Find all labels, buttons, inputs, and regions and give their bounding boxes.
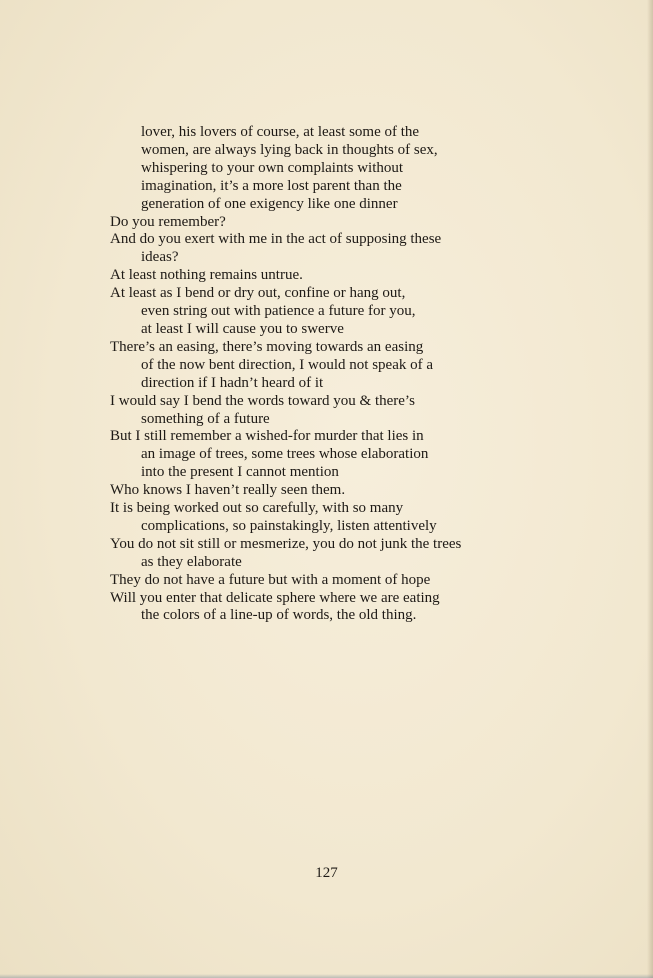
poem-text	[110, 124, 630, 625]
poem-line: There’s an easing, there’s moving towards an easing	[110, 338, 424, 355]
poem-line: at least I will cause you to swerve	[141, 320, 344, 337]
poem-line: complications, so painstakingly, listen attentively	[141, 517, 437, 534]
poem-line: imagination, it’s a more lost parent than the	[141, 177, 402, 194]
poem-line: Will you enter that delicate sphere where we are eating	[110, 589, 440, 606]
poem-line: women, are always lying back in thoughts of sex,	[141, 141, 438, 158]
poem-line: direction if I hadn’t heard of it	[141, 374, 324, 391]
poem-line: of the now bent direction, I would not speak of a	[141, 356, 434, 373]
page-edge-shadow	[647, 0, 653, 978]
poem-line: They do not have a future but with a moment of hope	[110, 571, 431, 588]
poem-line: something of a future	[141, 410, 270, 427]
poem-line: At least nothing remains untrue.	[110, 267, 303, 284]
poem-line: the colors of a line-up of words, the old thing.	[141, 607, 417, 624]
poem-line: But I still remember a wished-for murder that lies in	[110, 428, 424, 445]
poem-line: into the present I cannot mention	[141, 464, 339, 481]
poem-line: lover, his lovers of course, at least some of the	[141, 124, 420, 140]
poem-line: At least as I bend or dry out, confine or hang out,	[110, 285, 406, 302]
poem-line: even string out with patience a future for you,	[141, 303, 416, 320]
poem-line: Who knows I haven’t really seen them.	[110, 482, 346, 499]
poem-line: Do you remember?	[110, 213, 226, 230]
poem-line: whispering to your own complaints without	[141, 159, 404, 176]
poem-line: ideas?	[141, 249, 179, 266]
poem-line: You do not sit still or mesmerize, you do not junk the trees	[110, 535, 462, 552]
page-bottom-edge	[0, 974, 653, 978]
poem-line: It is being worked out so carefully, with so many	[110, 500, 404, 517]
poem-line: generation of one exigency like one dinner	[141, 195, 398, 212]
poem-line: an image of trees, some trees whose elaboration	[141, 446, 429, 463]
poem-line: as they elaborate	[141, 553, 242, 570]
poem-line: I would say I bend the words toward you & there’s	[110, 392, 415, 409]
page-number: 127	[315, 865, 338, 881]
poem-line: And do you exert with me in the act of supposing these	[110, 231, 442, 248]
